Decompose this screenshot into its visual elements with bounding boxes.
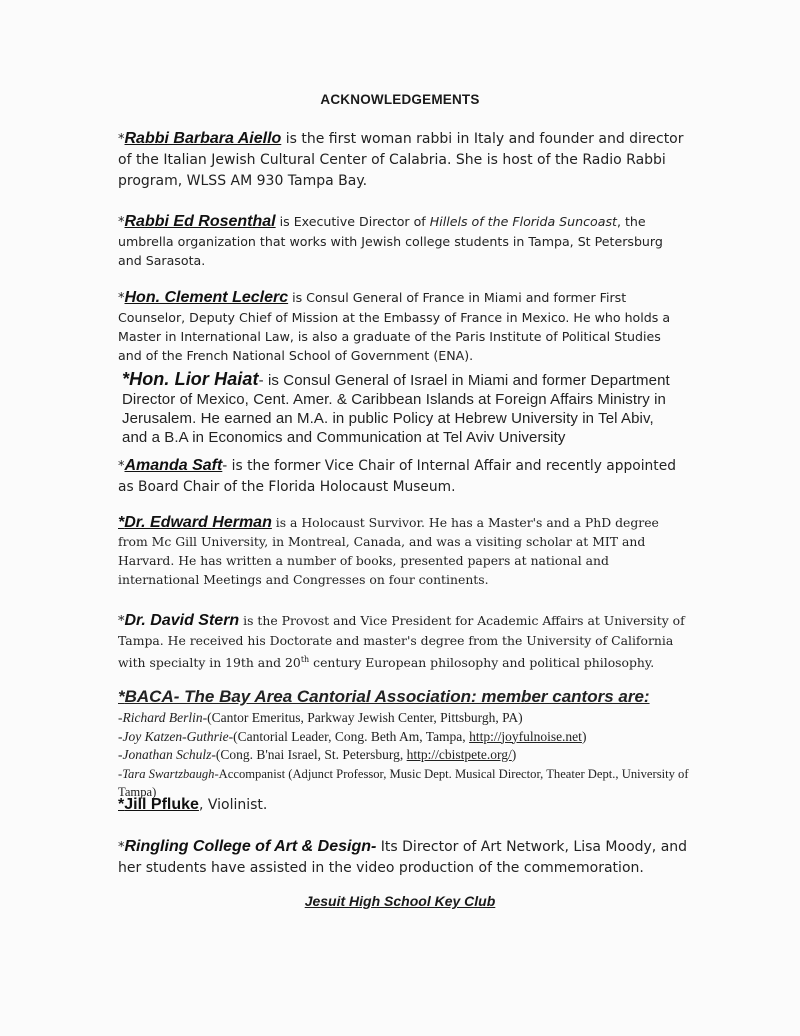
entry-aiello: *Rabbi Barbara Aiello is the first woman rabbi in Italy and founder and director of the Italian Jewish Cultural Center of Calabria. She is host of the Radio Rabbi program, WLSS AM 930 Tampa Bay. [118,130,684,189]
entry-ringling: *Ringling College of Art & Design- Its Director of Art Network, Lisa Moody, and her students have assisted in the video production of the commemoration. [118,838,688,876]
entry-name: Dr. David Stern [124,612,240,629]
entry-pfluke: *Jill Pfluke, Violinist. [118,796,268,813]
entry-herman: *Dr. Edward Herman is a Holocaust Survivor. He has a Master's and a PhD degree from Mc Gill University, in Montreal, Canada, and was a visiting scholar at MIT and Harvard. He has written a number of books, presented papers at national and international Meetings and Congresses on four continents. [118,514,659,587]
entry-leclerc: *Hon. Clement Leclerc is Consul General of France in Miami and former First Counselor, Deputy Chief of Mission at the Embassy of France in Mexico. He who holds a Master in International Law, is also a graduate of the Paris Institute of Political Studies and of the French National School of Government (ENA). [118,289,671,363]
entry-name: Rabbi Ed Rosenthal [124,213,276,230]
entry-name: Jill Pfluke [124,796,199,813]
website-link[interactable]: http://cbistpete.org/ [406,747,512,762]
entry-name: Hon. Lior Haiat [129,369,259,389]
list-item: -Joy Katzen-Guthrie-(Cantorial Leader, Cong. Beth Am, Tampa, http://joyfulnoise.net) [118,728,587,744]
list-item: -Tara Swartzbaugh-Accompanist (Adjunct Professor, Music Dept. Musical Director, Theater Dept., University of Tampa) [118,766,689,799]
entry-stern: *Dr. David Stern is the Provost and Vice President for Academic Affairs at University of Tampa. He received his Doctorate and master's degree from the University of California with specialty in 19th and 20th century European philosophy and political philosophy. [118,612,685,671]
baca-heading: *BACA- The Bay Area Cantorial Association: member cantors are: [118,687,650,706]
website-link[interactable]: http://joyfulnoise.net [469,728,582,744]
entry-saft: *Amanda Saft- is the former Vice Chair of Internal Affair and recently appointed as Board Chair of the Florida Holocaust Museum. [118,457,676,495]
footer-credit: Jesuit High School Key Club [304,893,496,909]
entry-name: Dr. Edward Herman [124,514,272,531]
cantor-list [118,709,708,802]
entry-name: Amanda Saft [124,457,223,474]
list-item: -Richard Berlin-(Cantor Emeritus, Parkway Jewish Center, Pittsburgh, PA) [118,710,523,725]
entry-text: is the first woman rabbi in Italy and founder and director of the Italian Jewish Cultural Center of Calabria. She is host of the Radio Rabbi program, WLSS AM 930 Tampa Bay. [118,131,684,189]
entry-name: Hon. Clement Leclerc [124,289,289,306]
entry-haiat: *Hon. Lior Haiat- is Consul General of Israel in Miami and former Department Director of Mexico, Cent. Amer. & Caribbean Islands at Foreign Affairs Ministry in Jerusalem. He earned an M.A. in public Policy at Hebrew University in Tel Abiv, and a B.A in Economics and Communication at Tel Aviv University [122,369,670,446]
list-item: -Jonathan Schulz-(Cong. B'nai Israel, St. Petersburg, http://cbistpete.org/) [118,747,517,762]
entry-name: Ringling College of Art & Design- [124,838,377,855]
entry-rosenthal: *Rabbi Ed Rosenthal is Executive Director of Hillels of the Florida Suncoast, the umbrella organization that works with Jewish college students in Tampa, St Petersburg and Sarasota. [118,213,663,268]
entry-name: Rabbi Barbara Aiello [124,130,282,147]
page-title: ACKNOWLEDGEMENTS [320,92,480,107]
